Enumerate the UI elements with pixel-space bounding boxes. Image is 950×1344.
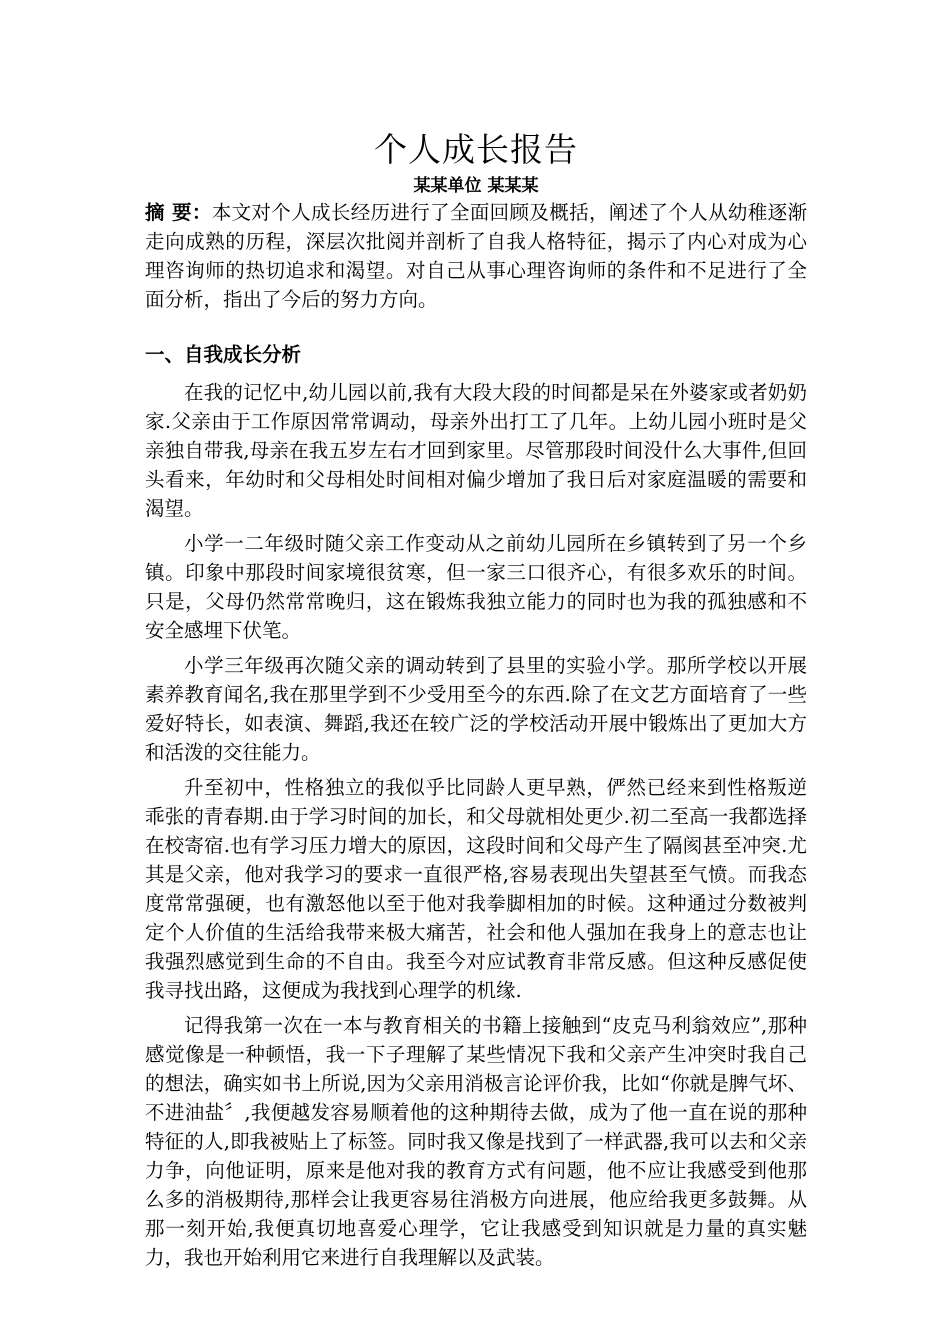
document-title: 个人成长报告 [374, 130, 578, 169]
body-paragraph-3: 小学三年级再次随父亲的调动转到了县里的实验小学。那所学校以开展素养教育闻名,我在那里学到不少受用至今的东西.除了在文艺方面培育了一些爱好特长，如表演、舞蹈,我还在较广泛的学校活动开展中锻炼出了更加大方和活泼的交往能力。 [145, 654, 807, 764]
section-heading: 一、自我成长分析 [145, 343, 302, 366]
abstract-text: 本文对个人成长经历进行了全面回顾及概括，阐述了个人从幼稚逐渐走向成熟的历程，深层次批阅并剖析了自我人格特征，揭示了内心对成为心理咨询师的热切追求和渴望。对自己从事心理咨询师的条件和不足进行了全面分析，指出了今后的努力方向。 [145, 201, 807, 311]
body-paragraph-4: 升至初中，性格独立的我似乎比同龄人更早熟，俨然已经来到性格叛逆乖张的青春期.由于学习时间的加长，和父母就相处更少.初二至高一我都选择在校寄宿.也有学习压力增大的原因，这段时间和父母产生了隔阂甚至冲突.尤其是父亲，他对我学习的要求一直很严格,容易表现出失望甚至气愤。而我态度常常强硬，也有激怒他以至于他对我拳脚相加的时候。这种通过分数被判定个人价值的生活给我带来极大痛苦，社会和他人强加在我身上的意志也让我强烈感觉到生命的不自由。我至今对应试教育非常反感。但这种反感促使我寻找出路，这便成为我找到心理学的机缘. [145, 776, 807, 1002]
body-paragraph-1: 在我的记忆中,幼儿园以前,我有大段大段的时间都是呆在外婆家或者奶奶家.父亲由于工作原因常常调动，母亲外出打工了几年。上幼儿园小班时是父亲独自带我,母亲在我五岁左右才回到家里。尽管那段时间没什么大事件,但回头看来，年幼时和父母相处时间相对偏少增加了我日后对家庭温暖的需要和渴望。 [145, 381, 807, 520]
body-paragraph-5: 记得我第一次在一本与教育相关的书籍上接触到“皮克马利翁效应”,那种感觉像是一种顿悟，我一下子理解了某些情况下我和父亲产生冲突时我自己的想法，确实如书上所说,因为父亲用消极言论评价我，比如“你就是脾气坏、不进油盐〞,我便越发容易顺着他的这种期待去做，成为了他一直在说的那种特征的人,即我被贴上了标签。同时我又像是找到了一样武器,我可以去和父亲力争，向他证明，原来是他对我的教育方式有问题，他不应让我感受到他那么多的消极期待,那样会让我更容易往消极方向进展，他应给我更多鼓舞。从那一刻开始,我便真切地喜爱心理学，它让我感受到知识就是力量的真实魅力，我也开始利用它来进行自我理解以及武装。 [145, 1014, 807, 1269]
abstract-label: 摘 要： [145, 201, 212, 224]
body-paragraph-2: 小学一二年级时随父亲工作变动从之前幼儿园所在乡镇转到了另一个乡镇。印象中那段时间家境很贫寒，但一家三口很齐心，有很多欢乐的时间。只是，父母仍然常常晚归，这在锻炼我独立能力的同时也为我的孤独感和不安全感埋下伏笔。 [145, 532, 807, 642]
document-page [145, 128, 807, 1278]
abstract [145, 198, 807, 314]
author-byline: 某某单位 某某某 [413, 176, 539, 196]
